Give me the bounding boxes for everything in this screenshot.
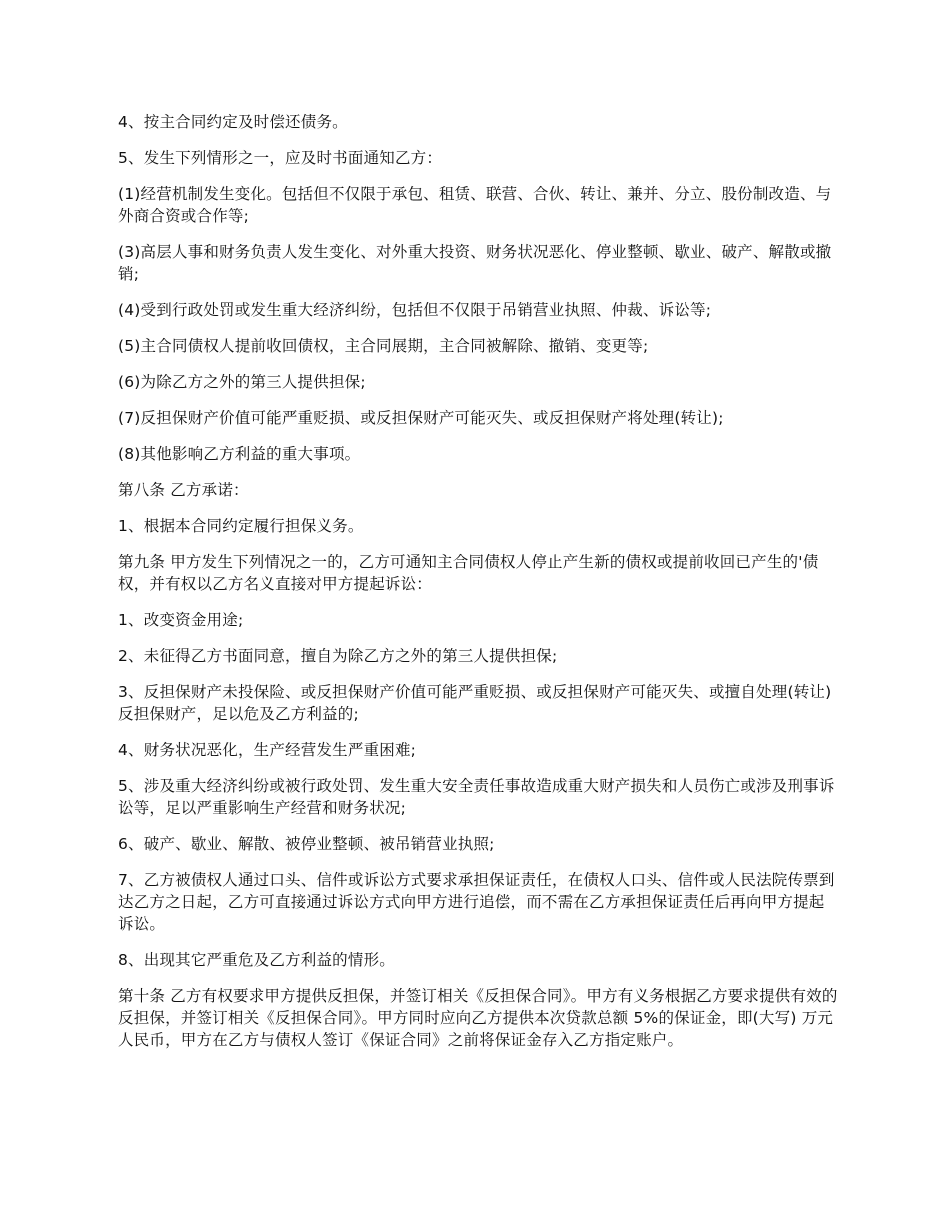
article-9-item-4: 4、财务状况恶化，生产经营发生严重困难;: [118, 741, 417, 759]
paragraph-subitem-6: (6)为除乙方之外的第三人提供担保;: [118, 373, 366, 391]
article-9-item-7: 7、乙方被债权人通过口头、信件或诉讼方式要求承担保证责任，在债权人口头、信件或人民法院传票到达乙方之日起，乙方可直接通过诉讼方式向甲方进行追偿，而不需在乙方承担保证责任后再向甲方提起诉讼。: [118, 871, 835, 933]
article-9-heading: 第九条 甲方发生下列情况之一的，乙方可通知主合同债权人停止产生新的债权或提前收回已产生的'债权，并有权以乙方名义直接对甲方提起诉讼：: [118, 553, 819, 593]
article-9-item-8: 8、出现其它严重危及乙方利益的情形。: [118, 951, 395, 969]
document-body: [118, 111, 838, 1065]
article-9-item-6: 6、破产、歇业、解散、被停业整顿、被吊销营业执照;: [118, 835, 495, 853]
paragraph-subitem-3: (3)高层人事和财务负责人发生变化、对外重大投资、财务状况恶化、停业整顿、歇业、破产、解散或撤销;: [118, 243, 832, 283]
article-9-item-5: 5、涉及重大经济纠纷或被行政处罚、发生重大安全责任事故造成重大财产损失和人员伤亡或涉及刑事诉讼等，足以严重影响生产经营和财务状况;: [118, 777, 835, 817]
paragraph-item-4: 4、按主合同约定及时偿还债务。: [118, 113, 348, 131]
paragraph-subitem-1: (1)经营机制发生变化。包括但不仅限于承包、租赁、联营、合伙、转让、兼并、分立、股份制改造、与外商合资或合作等;: [118, 185, 832, 225]
paragraph-subitem-4: (4)受到行政处罚或发生重大经济纠纷，包括但不仅限于吊销营业执照、仲裁、诉讼等;: [118, 301, 712, 319]
article-8-heading: 第八条 乙方承诺：: [118, 481, 249, 499]
paragraph-subitem-7: (7)反担保财产价值可能严重贬损、或反担保财产可能灭失、或反担保财产将处理(转让);: [118, 409, 724, 427]
paragraph-item-5: 5、发生下列情形之一，应及时书面通知乙方：: [118, 149, 443, 167]
paragraph-subitem-8: (8)其他影响乙方利益的重大事项。: [118, 445, 361, 463]
article-9-item-3: 3、反担保财产未投保险、或反担保财产价值可能严重贬损、或反担保财产可能灭失、或擅自处理(转让)反担保财产，足以危及乙方利益的;: [118, 683, 832, 723]
article-8-item-1: 1、根据本合同约定履行担保义务。: [118, 517, 364, 535]
article-9-item-2: 2、未征得乙方书面同意，擅自为除乙方之外的第三人提供担保;: [118, 647, 558, 665]
paragraph-subitem-5: (5)主合同债权人提前收回债权，主合同展期，主合同被解除、撤销、变更等;: [118, 337, 649, 355]
article-9-item-1: 1、改变资金用途;: [118, 611, 244, 629]
article-10-paragraph: 第十条 乙方有权要求甲方提供反担保，并签订相关《反担保合同》。甲方有义务根据乙方要求提供有效的反担保，并签订相关《反担保合同》。甲方同时应向乙方提供本次贷款总额 5%的保证金，即(大写) 万元人民币，甲方在乙方与债权人签订《保证合同》之前将保证金存入乙方指定账户。: [118, 987, 838, 1049]
